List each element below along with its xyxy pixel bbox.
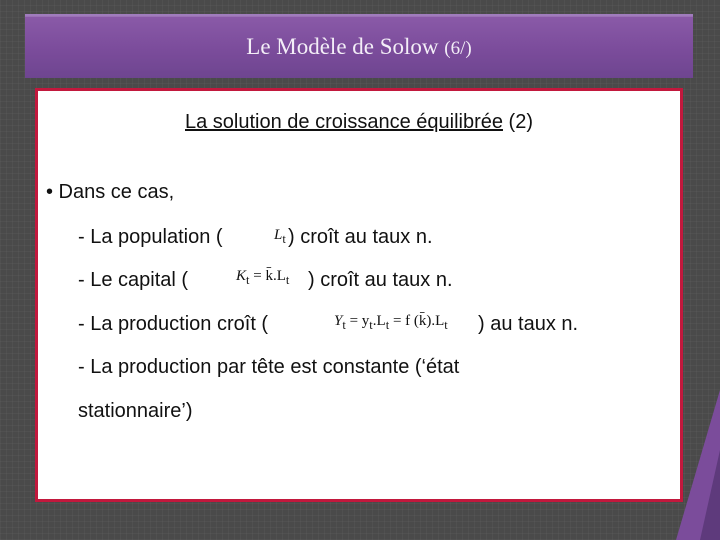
formula-K-eq-sub: t <box>285 273 290 287</box>
formula-Y: Y <box>334 313 343 329</box>
title-suffix: (6/) <box>444 38 472 59</box>
line-capital-start: - Le capital ( <box>78 269 189 291</box>
corner-decoration-dark <box>700 450 720 540</box>
slide-title <box>246 34 471 60</box>
formula-capital <box>236 268 289 288</box>
formula-L-sub2: t <box>385 318 390 332</box>
line-per-capita-2: stationnaire’) <box>78 400 193 422</box>
line-population-end: ) croît au taux n. <box>288 226 433 248</box>
formula-production <box>334 313 448 333</box>
formula-K-eq: = k̄.L <box>249 268 286 284</box>
line-population-start: - La population ( <box>78 226 223 248</box>
formula-K: K <box>236 268 247 284</box>
subtitle-underlined: La solution de croissance équilibrée <box>185 111 503 133</box>
formula-population <box>274 227 286 247</box>
line-per-capita-1: - La production par tête est constante (‘état <box>78 356 460 378</box>
title-bar <box>25 14 693 78</box>
line-production-start: - La production croît ( <box>78 313 269 335</box>
subtitle-number: (2) <box>508 111 533 133</box>
title-main: Le Modèle de Solow <box>246 34 439 59</box>
formula-Y-sub: t <box>342 318 346 332</box>
formula-Y-mid: = y <box>345 313 370 329</box>
line-capital-end: ) croît au taux n. <box>308 269 453 291</box>
bullet-intro: • Dans ce cas, <box>46 181 175 203</box>
formula-L-sub3: t <box>444 318 448 332</box>
formula-L-sub: t <box>282 232 286 246</box>
slide-content <box>35 88 683 502</box>
formula-y-sub: t <box>369 318 373 332</box>
formula-Y-eq2: = f (k̄).L <box>389 313 445 329</box>
formula-Y-tail: .L <box>372 313 386 329</box>
formula-K-sub: t <box>246 273 250 287</box>
line-production-end: ) au taux n. <box>478 313 579 335</box>
formula-L: L <box>274 227 283 243</box>
slide-subtitle <box>38 111 680 134</box>
